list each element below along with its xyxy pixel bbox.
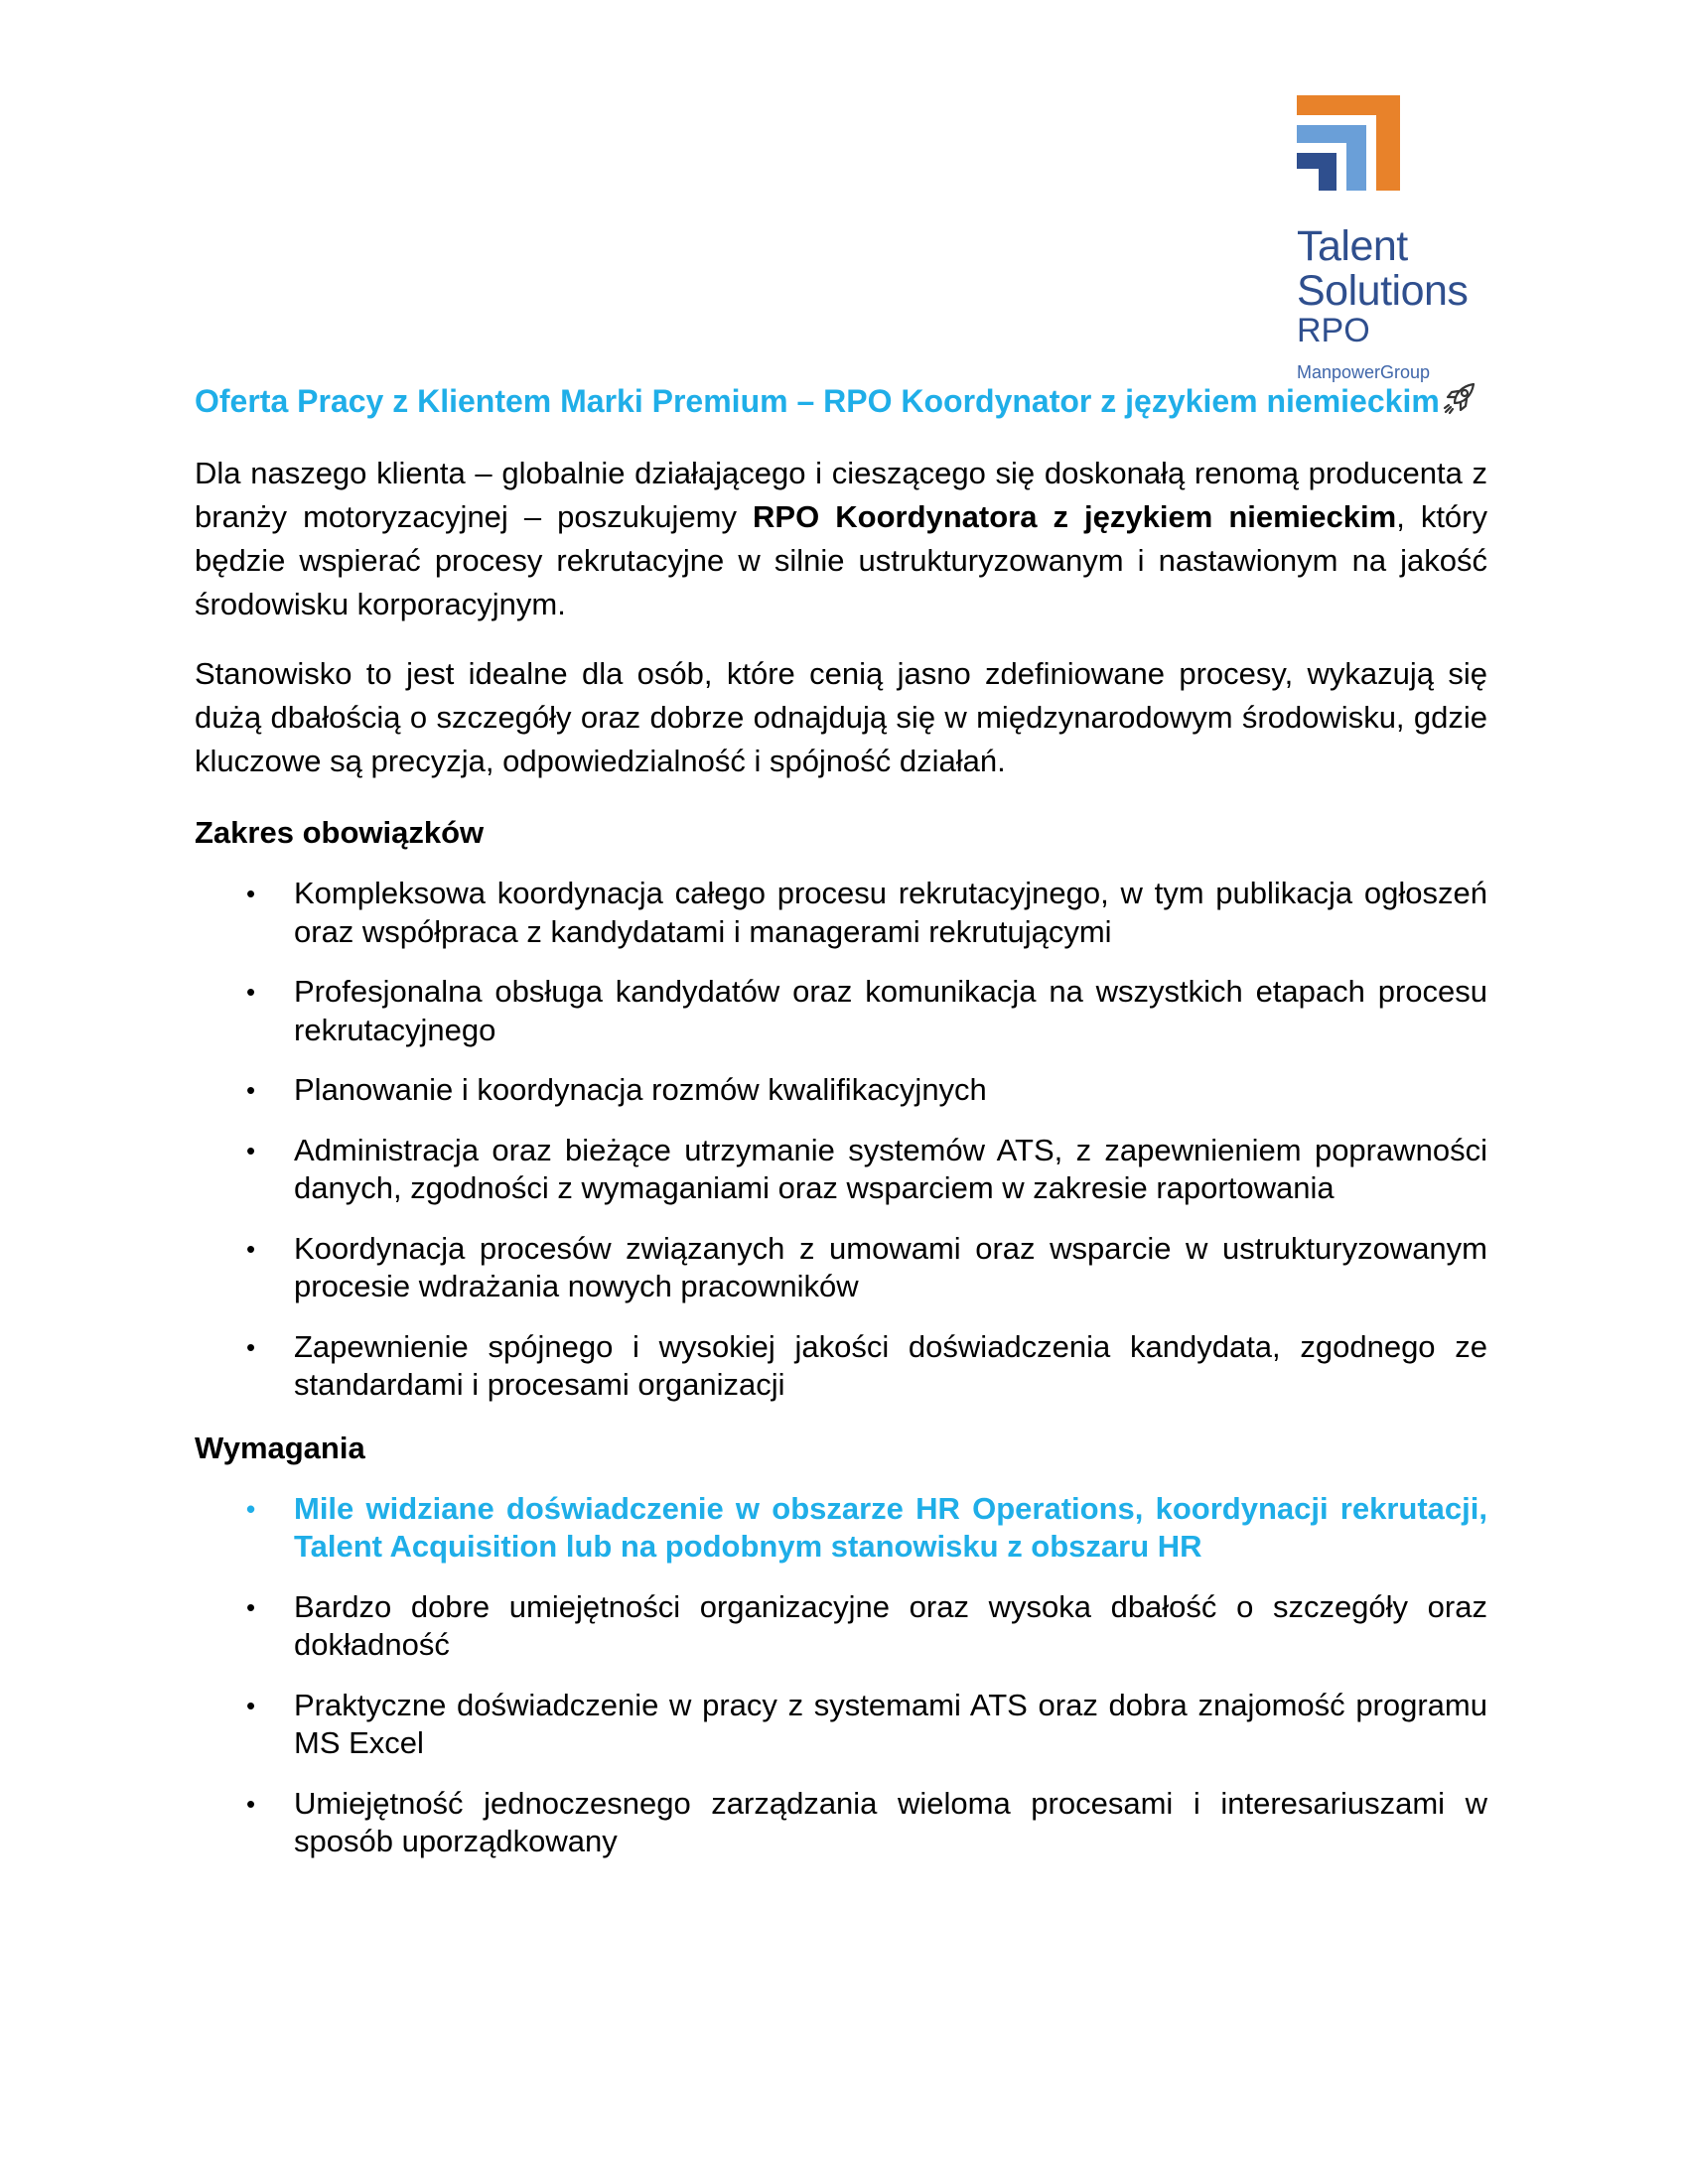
list-item-text: Mile widziane doświadczenie w obszarze HR Operations, koordynacji rekrutacji, Talent Acquisition lub na podobnym stanowisku z obszaru HR [294,1490,1487,1564]
list-item [195,1328,1487,1405]
list-item-text: Bardzo dobre umiejętności organizacyjne oraz wysoka dbałość o szczegóły oraz dokładność [294,1588,1487,1662]
intro-bold-position: RPO Koordynatora z językiem niemieckim [753,499,1397,534]
list-item-text: Profesjonalna obsługa kandydatów oraz komunikacja na wszystkich etapach procesu rekrutacyjnego [294,974,1487,1047]
list-item-text: Praktyczne doświadczenie w pracy z systemami ATS oraz dobra znajomość programu MS Excel [294,1687,1487,1760]
list-item-text: Zapewnienie spójnego i wysokiej jakości doświadczenia kandydata, zgodnego ze standardami i procesami organizacji [294,1328,1487,1402]
logo-brand-line2: Solutions [1297,267,1469,315]
bullet-icon: • [246,1591,256,1622]
logo-brand-line1: Talent [1297,222,1408,270]
list-item [195,1687,1487,1763]
bullet-icon: • [246,1788,256,1819]
list-item-text: Kompleksowa koordynacja całego procesu rekrutacyjnego, w tym publikacja ogłoszeń oraz współpraca z kandydatami i managerami rekrutującymi [294,876,1487,949]
responsibilities-list [195,875,1487,1405]
requirements-heading: Wymagania [195,1430,365,1465]
list-item [195,1071,1487,1110]
logo-text [1297,224,1515,383]
intro-text-2: , który będzie wspierać procesy rekrutacyjne w silnie ustrukturyzowanym i nastawionym na jakość środowisku korporacyjnym. [195,499,1488,621]
logo-mark-icon [1297,95,1400,191]
bullet-icon: • [246,1075,256,1105]
intro-paragraph [195,452,1487,626]
bullet-icon: • [246,879,256,908]
list-item [195,973,1487,1049]
document-body [195,379,1487,1883]
bullet-icon: • [246,1331,256,1362]
list-item-text: Administracja oraz bieżące utrzymanie systemów ATS, z zapewnieniem poprawności danych, zgodności z wymaganiami oraz wsparciem w zakresie raportowania [294,1132,1487,1205]
list-item [195,1785,1487,1861]
bullet-icon: • [246,1690,256,1720]
list-item [195,1588,1487,1665]
list-item [195,1132,1487,1208]
list-item [195,875,1487,951]
intro-text-1: Dla naszego klienta – globalnie działającego i cieszącego się doskonałą renomą producenta z branży motoryzacyjnej – poszukujemy [195,456,1487,534]
logo-brand-line3: RPO [1297,312,1370,349]
list-item-highlighted [195,1490,1487,1567]
list-item [195,1230,1487,1306]
bullet-icon: • [246,1493,256,1524]
list-item-text: Planowanie i koordynacja rozmów kwalifikacyjnych [294,1072,987,1107]
bullet-icon: • [246,1135,256,1165]
list-item-text: Koordynacja procesów związanych z umowami oraz wsparcie w ustrukturyzowanym procesie wdrażania nowych pracowników [294,1230,1487,1303]
position-description-paragraph: Stanowisko to jest idealne dla osób, które cenią jasno zdefiniowane procesy, wykazują się dużą dbałością o szczegóły oraz dobrze odnajdują się w międzynarodowym środowisku, gdzie kluczowe są precyzja, odpowiedzialność i spójność działań. [195,656,1487,778]
bullet-icon: • [246,1233,256,1264]
job-title [195,379,1487,428]
list-item-text: Umiejętność jednoczesnego zarządzania wieloma procesami i interesariuszami w sposób uporządkowany [294,1785,1487,1858]
logo-parent-company: ManpowerGroup [1297,362,1431,382]
responsibilities-heading: Zakres obowiązków [195,815,485,850]
bullet-icon: • [246,977,256,1007]
rocket-icon [1442,380,1477,428]
requirements-list [195,1490,1487,1861]
job-title-text: Oferta Pracy z Klientem Marki Premium – RPO Koordynator z językiem niemieckim [195,383,1440,419]
